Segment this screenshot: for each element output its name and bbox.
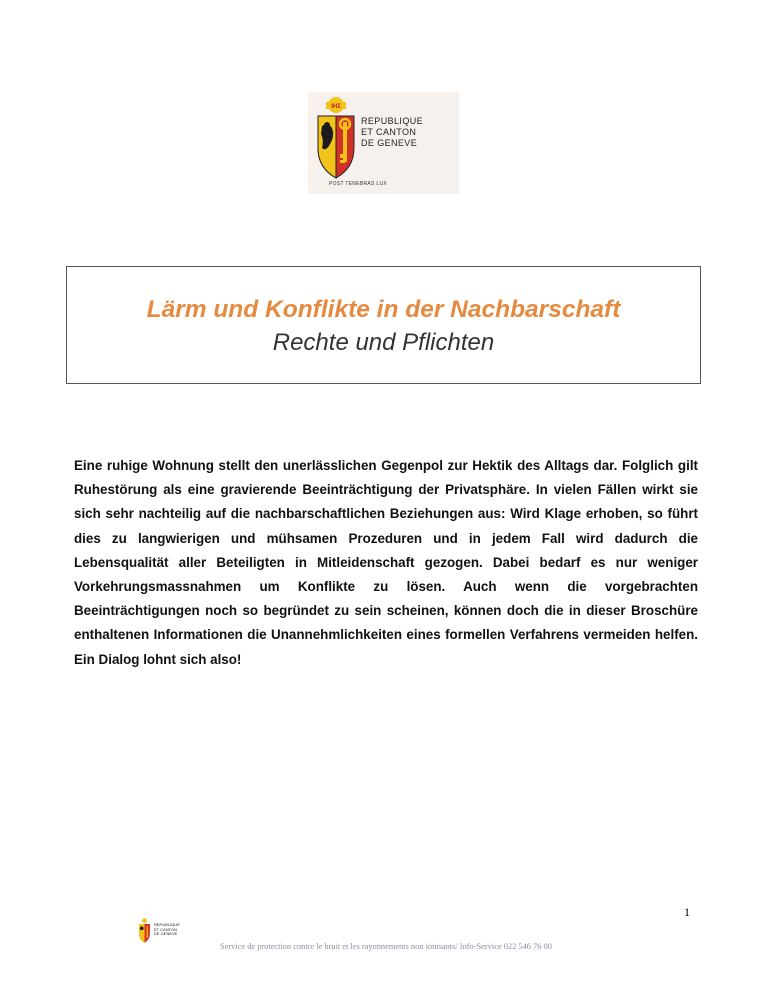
logo-motto: POST TENEBRAS LUX [329,181,387,187]
footer-logo-text: REPUBLIQUE ET CANTON DE GENEVE [154,922,180,937]
footer-logo [137,918,189,948]
footer-text: Service de protection contre le bruit et les rayonnements non ionisants/ Info-Service 022 546 76 00 [220,942,552,951]
logo-text: REPUBLIQUE ET CANTON DE GENEVE [361,116,424,148]
svg-text:IHΣ: IHΣ [331,104,341,110]
footer-coat-of-arms-icon [137,918,152,944]
intro-paragraph: Eine ruhige Wohnung stellt den unerlässlichen Gegenpol zur Hektik des Alltags dar. Folglich gilt Ruhestörung als eine gravierende Beeinträchtigung der Privatsphäre. In vielen Fällen wirkt sie sich sehr nachteilig auf die nachbarschaftlichen Beziehungen aus: Wird Klage erhoben, so führt dies zu langwierigen und mühsamen Prozeduren und in jedem Fall wird dadurch die Lebensqualität aller Beteiligten in Mitleidenschaft gezogen. Dabei bedarf es nur weniger Vorkehrungsmassnahmen um Konflikte zu lösen. Auch wenn die vorgebrachten Beeinträchtigungen noch so begründet zu sein scheinen, können doch die in dieser Broschüre enthaltenen Informationen die Unannehmlichkeiten eines formellen Verfahrens vermeiden helfen. Ein Dialog lohnt sich also! [74,458,698,667]
header-logo [308,92,459,194]
document-subtitle: Rechte und Pflichten [272,329,495,356]
page-number: 1 [684,905,690,919]
document-title: Lärm und Konflikte in der Nachbarschaft [146,296,621,323]
title-box [66,266,701,384]
geneva-coat-of-arms-icon [314,96,358,182]
